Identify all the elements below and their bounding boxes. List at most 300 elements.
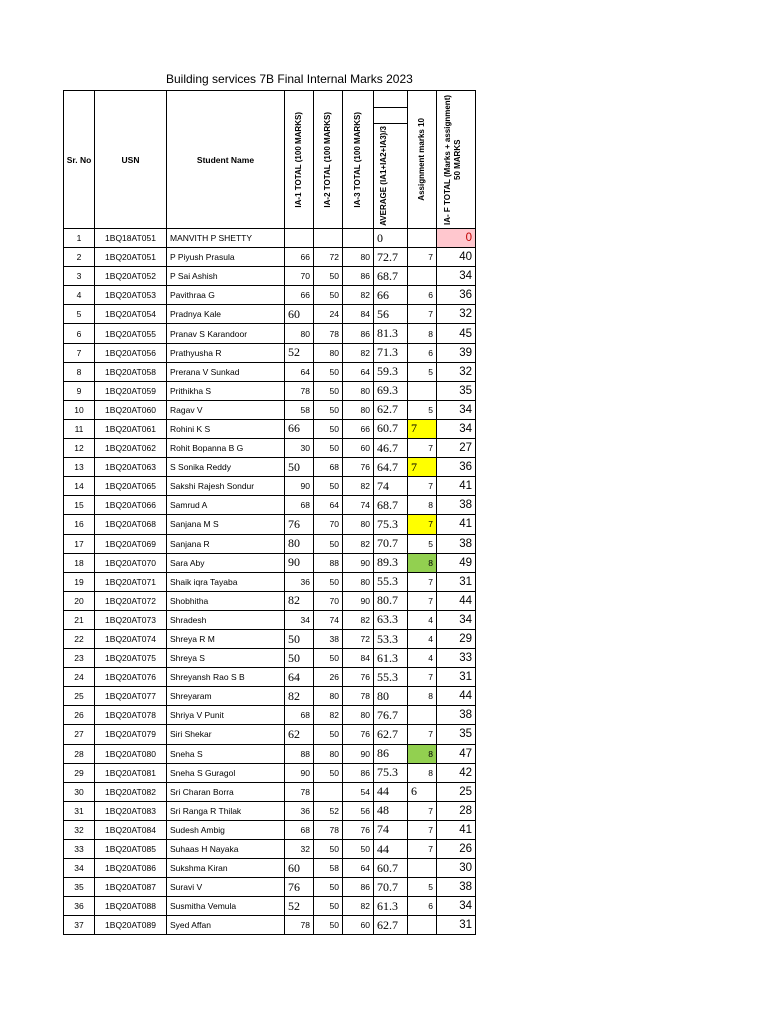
cell-ia1: 58 xyxy=(285,400,314,419)
cell-ia3: 82 xyxy=(343,286,374,305)
cell-ia1: 80 xyxy=(285,324,314,343)
cell-average: 74 xyxy=(374,477,408,496)
cell-assignment: 5 xyxy=(408,400,437,419)
cell-ia2: 74 xyxy=(314,610,343,629)
header-final-total-label: IA- F TOTAL (Marks + assignment) 50 MARKS xyxy=(443,94,462,225)
table-row xyxy=(64,706,476,725)
cell-sr-no: 25 xyxy=(64,687,95,706)
cell-usn: 1BQ20AT069 xyxy=(95,534,167,553)
cell-final-total: 44 xyxy=(437,687,476,706)
cell-assignment: 8 xyxy=(408,687,437,706)
cell-ia1: 78 xyxy=(285,916,314,935)
header-ia3-label: IA-3 TOTAL (100 MARKS) xyxy=(353,111,362,208)
cell-sr-no: 34 xyxy=(64,859,95,878)
cell-final-total: 31 xyxy=(437,668,476,687)
cell-ia2: 88 xyxy=(314,553,343,572)
cell-sr-no: 4 xyxy=(64,286,95,305)
cell-assignment: 5 xyxy=(408,878,437,897)
cell-usn: 1BQ20AT086 xyxy=(95,859,167,878)
cell-final-total: 32 xyxy=(437,305,476,324)
cell-final-total: 30 xyxy=(437,859,476,878)
cell-ia2: 24 xyxy=(314,305,343,324)
cell-ia1: 62 xyxy=(285,725,314,744)
cell-average: 89.3 xyxy=(374,553,408,572)
cell-student-name: Pranav S Karandoor xyxy=(167,324,285,343)
cell-ia2: 50 xyxy=(314,477,343,496)
cell-student-name: Shreya S xyxy=(167,649,285,668)
header-average xyxy=(374,91,408,229)
cell-sr-no: 17 xyxy=(64,534,95,553)
cell-ia2: 50 xyxy=(314,419,343,438)
cell-ia1: 52 xyxy=(285,343,314,362)
cell-ia2: 50 xyxy=(314,439,343,458)
cell-sr-no: 5 xyxy=(64,305,95,324)
cell-assignment: 7 xyxy=(408,725,437,744)
cell-ia3: 50 xyxy=(343,840,374,859)
table-row xyxy=(64,439,476,458)
cell-ia2: 50 xyxy=(314,916,343,935)
cell-final-total: 34 xyxy=(437,419,476,438)
cell-average: 55.3 xyxy=(374,668,408,687)
cell-ia3: 80 xyxy=(343,706,374,725)
cell-ia3: 82 xyxy=(343,343,374,362)
header-sr-no: Sr. No xyxy=(64,91,95,229)
cell-ia2: 80 xyxy=(314,343,343,362)
cell-usn: 1BQ20AT083 xyxy=(95,801,167,820)
cell-ia3: 60 xyxy=(343,439,374,458)
cell-usn: 1BQ20AT089 xyxy=(95,916,167,935)
table-row xyxy=(64,400,476,419)
cell-final-total: 33 xyxy=(437,649,476,668)
cell-usn: 1BQ20AT076 xyxy=(95,668,167,687)
header-usn: USN xyxy=(95,91,167,229)
table-row xyxy=(64,878,476,897)
cell-final-total: 31 xyxy=(437,916,476,935)
cell-usn: 1BQ20AT073 xyxy=(95,610,167,629)
cell-student-name: Shreyansh Rao S B xyxy=(167,668,285,687)
cell-assignment xyxy=(408,267,437,286)
cell-assignment: 4 xyxy=(408,610,437,629)
cell-average: 68.7 xyxy=(374,496,408,515)
cell-assignment: 5 xyxy=(408,534,437,553)
cell-average: 44 xyxy=(374,840,408,859)
cell-sr-no: 8 xyxy=(64,362,95,381)
cell-average: 62.7 xyxy=(374,725,408,744)
header-student-name: Student Name xyxy=(167,91,285,229)
cell-ia2: 50 xyxy=(314,763,343,782)
cell-assignment: 6 xyxy=(408,782,437,801)
header-final-total xyxy=(437,91,476,229)
table-row xyxy=(64,649,476,668)
cell-average: 0 xyxy=(374,229,408,248)
table-row xyxy=(64,782,476,801)
cell-sr-no: 36 xyxy=(64,897,95,916)
cell-usn: 1BQ20AT058 xyxy=(95,362,167,381)
cell-final-total: 35 xyxy=(437,725,476,744)
cell-average: 70.7 xyxy=(374,534,408,553)
table-row xyxy=(64,419,476,438)
cell-assignment xyxy=(408,229,437,248)
cell-ia2: 50 xyxy=(314,649,343,668)
cell-ia2: 50 xyxy=(314,897,343,916)
cell-assignment xyxy=(408,859,437,878)
header-assignment xyxy=(408,91,437,229)
cell-assignment: 8 xyxy=(408,744,437,763)
cell-sr-no: 22 xyxy=(64,629,95,648)
cell-final-total: 38 xyxy=(437,534,476,553)
table-row xyxy=(64,687,476,706)
cell-ia1: 88 xyxy=(285,744,314,763)
cell-student-name: Sri Charan Borra xyxy=(167,782,285,801)
cell-ia3: 66 xyxy=(343,419,374,438)
cell-assignment: 7 xyxy=(408,572,437,591)
cell-final-total: 0 xyxy=(437,229,476,248)
cell-final-total: 49 xyxy=(437,553,476,572)
header-assignment-label: Assignment marks 10 xyxy=(417,118,426,201)
cell-ia3: 82 xyxy=(343,610,374,629)
cell-sr-no: 7 xyxy=(64,343,95,362)
cell-sr-no: 30 xyxy=(64,782,95,801)
table-row xyxy=(64,591,476,610)
cell-student-name: Shobhitha xyxy=(167,591,285,610)
cell-ia3: 86 xyxy=(343,878,374,897)
cell-sr-no: 13 xyxy=(64,458,95,477)
table-row xyxy=(64,820,476,839)
cell-ia1: 68 xyxy=(285,820,314,839)
cell-sr-no: 23 xyxy=(64,649,95,668)
cell-student-name: Susmitha Vemula xyxy=(167,897,285,916)
cell-ia3: 64 xyxy=(343,362,374,381)
cell-ia1: 50 xyxy=(285,629,314,648)
cell-student-name: Sneha S xyxy=(167,744,285,763)
cell-ia3 xyxy=(343,229,374,248)
cell-student-name: Prithikha S xyxy=(167,381,285,400)
cell-final-total: 34 xyxy=(437,610,476,629)
cell-assignment xyxy=(408,916,437,935)
cell-ia1: 76 xyxy=(285,878,314,897)
cell-student-name: Sara Aby xyxy=(167,553,285,572)
cell-sr-no: 3 xyxy=(64,267,95,286)
cell-ia1: 68 xyxy=(285,706,314,725)
cell-final-total: 41 xyxy=(437,477,476,496)
cell-ia2: 38 xyxy=(314,629,343,648)
cell-final-total: 38 xyxy=(437,706,476,725)
cell-ia3: 54 xyxy=(343,782,374,801)
cell-assignment: 6 xyxy=(408,286,437,305)
cell-usn: 1BQ20AT081 xyxy=(95,763,167,782)
cell-ia2: 58 xyxy=(314,859,343,878)
cell-student-name: Rohit Bopanna B G xyxy=(167,439,285,458)
cell-average: 81.3 xyxy=(374,324,408,343)
cell-ia3: 80 xyxy=(343,248,374,267)
cell-final-total: 39 xyxy=(437,343,476,362)
cell-average: 44 xyxy=(374,782,408,801)
cell-assignment: 7 xyxy=(408,840,437,859)
header-ia2-label: IA-2 TOTAL (100 MARKS) xyxy=(323,111,332,208)
marks-table xyxy=(63,90,476,935)
cell-sr-no: 35 xyxy=(64,878,95,897)
cell-ia2: 26 xyxy=(314,668,343,687)
cell-usn: 1BQ20AT056 xyxy=(95,343,167,362)
table-row xyxy=(64,629,476,648)
cell-ia3: 80 xyxy=(343,572,374,591)
header-ia1-label: IA-1 TOTAL (100 MARKS) xyxy=(294,111,303,208)
cell-average: 63.3 xyxy=(374,610,408,629)
cell-average: 60.7 xyxy=(374,419,408,438)
cell-student-name: MANVITH P SHETTY xyxy=(167,229,285,248)
cell-sr-no: 14 xyxy=(64,477,95,496)
cell-ia1: 76 xyxy=(285,515,314,534)
cell-ia3: 74 xyxy=(343,496,374,515)
cell-ia2: 52 xyxy=(314,801,343,820)
cell-sr-no: 26 xyxy=(64,706,95,725)
cell-student-name: Samrud A xyxy=(167,496,285,515)
cell-assignment: 8 xyxy=(408,553,437,572)
cell-final-total: 32 xyxy=(437,362,476,381)
cell-final-total: 47 xyxy=(437,744,476,763)
cell-usn: 1BQ20AT088 xyxy=(95,897,167,916)
cell-average: 71.3 xyxy=(374,343,408,362)
cell-ia1: 68 xyxy=(285,496,314,515)
cell-final-total: 35 xyxy=(437,381,476,400)
cell-average: 48 xyxy=(374,801,408,820)
cell-average: 61.3 xyxy=(374,897,408,916)
cell-average: 75.3 xyxy=(374,515,408,534)
cell-ia1: 60 xyxy=(285,305,314,324)
cell-ia3: 76 xyxy=(343,820,374,839)
cell-sr-no: 19 xyxy=(64,572,95,591)
table-row xyxy=(64,534,476,553)
cell-final-total: 38 xyxy=(437,878,476,897)
cell-final-total: 31 xyxy=(437,572,476,591)
table-row xyxy=(64,840,476,859)
cell-student-name: Sukshma Kiran xyxy=(167,859,285,878)
cell-ia2: 78 xyxy=(314,324,343,343)
cell-ia3: 82 xyxy=(343,534,374,553)
cell-sr-no: 32 xyxy=(64,820,95,839)
table-row xyxy=(64,286,476,305)
cell-final-total: 45 xyxy=(437,324,476,343)
cell-assignment: 7 xyxy=(408,439,437,458)
sheet-title: Building services 7B Final Internal Marks 2023 xyxy=(166,72,413,86)
cell-average: 80 xyxy=(374,687,408,706)
cell-sr-no: 29 xyxy=(64,763,95,782)
cell-ia1: 90 xyxy=(285,477,314,496)
cell-ia3: 80 xyxy=(343,400,374,419)
table-row xyxy=(64,572,476,591)
cell-ia3: 76 xyxy=(343,668,374,687)
cell-sr-no: 6 xyxy=(64,324,95,343)
table-row xyxy=(64,610,476,629)
cell-ia3: 80 xyxy=(343,381,374,400)
header-average-blank-2 xyxy=(374,108,407,124)
cell-ia2: 72 xyxy=(314,248,343,267)
table-row xyxy=(64,916,476,935)
cell-student-name: Sanjana R xyxy=(167,534,285,553)
cell-student-name: Shreya R M xyxy=(167,629,285,648)
cell-assignment: 7 xyxy=(408,591,437,610)
cell-ia3: 90 xyxy=(343,744,374,763)
cell-usn: 1BQ20AT051 xyxy=(95,248,167,267)
cell-average: 62.7 xyxy=(374,916,408,935)
cell-sr-no: 18 xyxy=(64,553,95,572)
cell-ia2: 50 xyxy=(314,286,343,305)
table-row xyxy=(64,343,476,362)
cell-ia3: 76 xyxy=(343,458,374,477)
cell-ia1: 34 xyxy=(285,610,314,629)
cell-student-name: Sri Ranga R Thilak xyxy=(167,801,285,820)
cell-ia3: 82 xyxy=(343,477,374,496)
cell-sr-no: 16 xyxy=(64,515,95,534)
cell-ia1: 66 xyxy=(285,419,314,438)
cell-usn: 1BQ20AT087 xyxy=(95,878,167,897)
cell-usn: 1BQ20AT070 xyxy=(95,553,167,572)
cell-ia1: 70 xyxy=(285,267,314,286)
cell-student-name: Rohini K S xyxy=(167,419,285,438)
cell-ia2: 50 xyxy=(314,840,343,859)
cell-usn: 1BQ20AT075 xyxy=(95,649,167,668)
table-row xyxy=(64,763,476,782)
cell-usn: 1BQ20AT062 xyxy=(95,439,167,458)
cell-student-name: Shradesh xyxy=(167,610,285,629)
cell-average: 61.3 xyxy=(374,649,408,668)
cell-usn: 1BQ20AT078 xyxy=(95,706,167,725)
cell-ia3: 64 xyxy=(343,859,374,878)
header-row xyxy=(64,91,476,229)
cell-assignment: 7 xyxy=(408,801,437,820)
table-row xyxy=(64,801,476,820)
cell-final-total: 26 xyxy=(437,840,476,859)
cell-ia3: 86 xyxy=(343,763,374,782)
table-row xyxy=(64,668,476,687)
table-row xyxy=(64,248,476,267)
cell-usn: 1BQ20AT059 xyxy=(95,381,167,400)
cell-student-name: Siri Shekar xyxy=(167,725,285,744)
cell-final-total: 25 xyxy=(437,782,476,801)
cell-ia2: 78 xyxy=(314,820,343,839)
cell-usn: 1BQ20AT082 xyxy=(95,782,167,801)
cell-average: 46.7 xyxy=(374,439,408,458)
cell-ia3: 86 xyxy=(343,324,374,343)
cell-student-name: Syed Affan xyxy=(167,916,285,935)
cell-sr-no: 15 xyxy=(64,496,95,515)
cell-average: 69.3 xyxy=(374,381,408,400)
cell-ia1: 30 xyxy=(285,439,314,458)
cell-ia2 xyxy=(314,782,343,801)
cell-sr-no: 11 xyxy=(64,419,95,438)
cell-sr-no: 33 xyxy=(64,840,95,859)
cell-final-total: 27 xyxy=(437,439,476,458)
cell-usn: 1BQ20AT077 xyxy=(95,687,167,706)
cell-final-total: 36 xyxy=(437,286,476,305)
cell-ia2: 50 xyxy=(314,267,343,286)
cell-ia3: 72 xyxy=(343,629,374,648)
marks-table-body xyxy=(64,229,476,935)
cell-ia1 xyxy=(285,229,314,248)
cell-ia3: 82 xyxy=(343,897,374,916)
cell-ia1: 36 xyxy=(285,801,314,820)
cell-student-name: Ragav V xyxy=(167,400,285,419)
cell-ia1: 90 xyxy=(285,553,314,572)
cell-average: 76.7 xyxy=(374,706,408,725)
cell-average: 62.7 xyxy=(374,400,408,419)
cell-usn: 1BQ20AT061 xyxy=(95,419,167,438)
cell-assignment: 7 xyxy=(408,419,437,438)
table-row xyxy=(64,859,476,878)
cell-usn: 1BQ20AT084 xyxy=(95,820,167,839)
cell-ia2: 80 xyxy=(314,687,343,706)
cell-usn: 1BQ20AT053 xyxy=(95,286,167,305)
cell-average: 80.7 xyxy=(374,591,408,610)
cell-ia1: 50 xyxy=(285,649,314,668)
cell-ia1: 36 xyxy=(285,572,314,591)
cell-ia3: 84 xyxy=(343,305,374,324)
cell-final-total: 44 xyxy=(437,591,476,610)
header-ia1 xyxy=(285,91,314,229)
cell-student-name: Shreyaram xyxy=(167,687,285,706)
cell-student-name: Pradnya Kale xyxy=(167,305,285,324)
cell-usn: 1BQ20AT085 xyxy=(95,840,167,859)
cell-average: 59.3 xyxy=(374,362,408,381)
cell-ia2: 50 xyxy=(314,878,343,897)
cell-average: 66 xyxy=(374,286,408,305)
header-average-box xyxy=(374,124,407,228)
cell-sr-no: 20 xyxy=(64,591,95,610)
cell-assignment: 7 xyxy=(408,515,437,534)
cell-ia3: 86 xyxy=(343,267,374,286)
cell-sr-no: 28 xyxy=(64,744,95,763)
cell-usn: 1BQ20AT065 xyxy=(95,477,167,496)
header-ia2 xyxy=(314,91,343,229)
cell-assignment: 7 xyxy=(408,248,437,267)
cell-ia1: 82 xyxy=(285,591,314,610)
cell-usn: 1BQ20AT066 xyxy=(95,496,167,515)
cell-sr-no: 27 xyxy=(64,725,95,744)
cell-final-total: 41 xyxy=(437,515,476,534)
cell-student-name: P Piyush Prasula xyxy=(167,248,285,267)
cell-average: 70.7 xyxy=(374,878,408,897)
cell-final-total: 42 xyxy=(437,763,476,782)
cell-final-total: 41 xyxy=(437,820,476,839)
cell-ia3: 76 xyxy=(343,725,374,744)
cell-average: 74 xyxy=(374,820,408,839)
cell-ia2: 68 xyxy=(314,458,343,477)
cell-final-total: 28 xyxy=(437,801,476,820)
cell-assignment: 4 xyxy=(408,629,437,648)
cell-ia3: 90 xyxy=(343,591,374,610)
table-row xyxy=(64,515,476,534)
cell-student-name: Prerana V Sunkad xyxy=(167,362,285,381)
header-average-blank-1 xyxy=(374,91,407,108)
table-row xyxy=(64,477,476,496)
cell-ia3: 84 xyxy=(343,649,374,668)
cell-ia2: 50 xyxy=(314,534,343,553)
cell-ia3: 80 xyxy=(343,515,374,534)
cell-student-name: P Sai Ashish xyxy=(167,267,285,286)
cell-usn: 1BQ20AT060 xyxy=(95,400,167,419)
cell-usn: 1BQ20AT054 xyxy=(95,305,167,324)
cell-final-total: 34 xyxy=(437,400,476,419)
header-ia3 xyxy=(343,91,374,229)
cell-average: 53.3 xyxy=(374,629,408,648)
cell-average: 72.7 xyxy=(374,248,408,267)
cell-usn: 1BQ20AT072 xyxy=(95,591,167,610)
cell-final-total: 40 xyxy=(437,248,476,267)
cell-sr-no: 2 xyxy=(64,248,95,267)
cell-assignment: 7 xyxy=(408,305,437,324)
cell-average: 60.7 xyxy=(374,859,408,878)
cell-sr-no: 12 xyxy=(64,439,95,458)
